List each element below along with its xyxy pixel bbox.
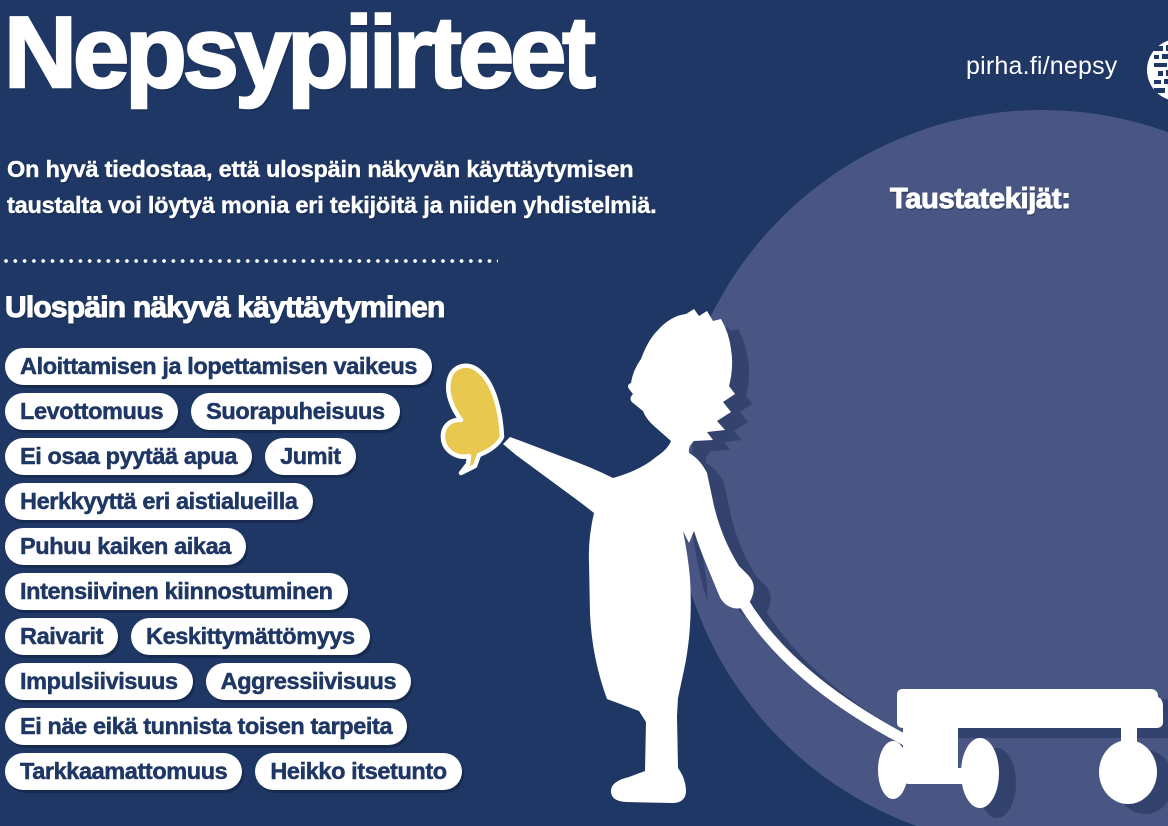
butterfly-icon — [443, 366, 502, 473]
wagon-foot — [941, 776, 950, 783]
behavior-pill: Puhuu kaiken aikaa — [5, 528, 246, 565]
behavior-pill: Aggressiivisuus — [206, 663, 412, 700]
wagon-body — [897, 689, 1163, 728]
page-title: Nepsypiirteet — [4, 0, 592, 109]
behavior-pill: Ei näe eikä tunnista toisen tarpeita — [5, 708, 407, 745]
intro-line-2: taustalta voi löytyä monia eri tekijöitä ja niiden yhdistelmiä. — [7, 192, 657, 218]
behavior-pill: Suorapuheisuus — [191, 393, 400, 430]
wagon-wheel — [961, 738, 999, 808]
factors-heading: Taustatekijät: — [890, 183, 1071, 215]
behavior-pill: Heikko itsetunto — [255, 753, 461, 790]
behavior-pill: Jumit — [265, 438, 356, 475]
behavior-pill: Herkkyyttä eri aistialueilla — [5, 483, 313, 520]
intro-paragraph — [7, 151, 657, 223]
wagon-foot — [918, 776, 927, 783]
behavior-pill: Impulsiivisuus — [5, 663, 193, 700]
behavior-pill: Keskittymättömyys — [131, 618, 370, 655]
wagon-front-panel — [903, 728, 958, 778]
behavior-heading: Ulospäin näkyvä käyttäytyminen — [5, 291, 445, 324]
behavior-pill: Intensiivinen kiinnostuminen — [5, 573, 348, 610]
child-silhouette — [503, 309, 754, 803]
intro-line-1: On hyvä tiedostaa, että ulospäin näkyvän käyttäytymisen — [7, 156, 634, 182]
wagon-wheel — [1099, 740, 1157, 804]
behavior-pill: Levottomuus — [5, 393, 178, 430]
behavior-pill: Raivarit — [5, 618, 118, 655]
qr-code — [1147, 39, 1168, 101]
behavior-pill: Ei osaa pyytää apua — [5, 438, 252, 475]
behavior-pill: Tarkkaamattomuus — [5, 753, 242, 790]
site-url[interactable]: pirha.fi/nepsy — [966, 52, 1118, 80]
behavior-pill: Aloittamisen ja lopettamisen vaikeus — [5, 348, 432, 385]
